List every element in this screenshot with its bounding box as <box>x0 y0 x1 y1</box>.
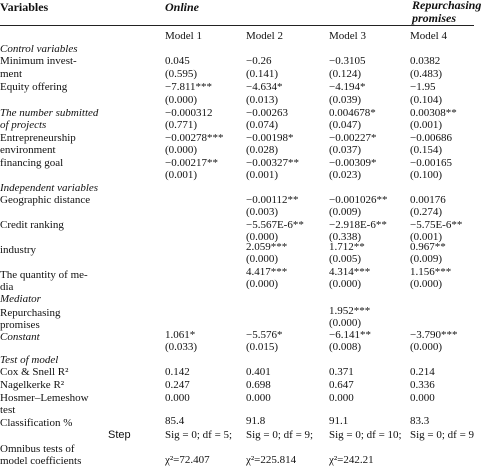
cell: −0.00309* <box>329 157 377 169</box>
cell: (0.595) <box>165 68 198 80</box>
cell: −0.00112** <box>246 194 299 206</box>
header-online: Online <box>165 0 200 14</box>
label-equity: Equity offering <box>0 81 68 93</box>
label-media-1: The quantity of me- <box>0 269 88 281</box>
label-financing: financing goal <box>0 157 64 169</box>
cell: 1.156*** <box>410 266 452 278</box>
cell: 0.142 <box>165 366 190 378</box>
cell: −0.00686 <box>410 132 452 144</box>
cell: 0.247 <box>165 379 190 391</box>
cell: 0.00176 <box>410 194 446 206</box>
cell: (0.000) <box>165 144 198 156</box>
cell: −0.000312 <box>165 107 213 119</box>
label-media-2: dia <box>0 281 14 293</box>
label-credit: Credit ranking <box>0 219 64 231</box>
cell: χ²=72.407 <box>165 454 210 466</box>
cell: −4.634* <box>246 81 283 93</box>
label-projects-1: The number submitted <box>0 107 99 119</box>
cell: 0.000 <box>410 392 435 404</box>
model-2-header: Model 2 <box>246 30 283 42</box>
cell: (0.008) <box>329 341 362 353</box>
cell: −0.00263 <box>246 107 288 119</box>
cell: −0.00278*** <box>165 132 224 144</box>
cell: (0.000) <box>329 317 362 329</box>
cell: −4.194* <box>329 81 366 93</box>
label-projects-2: of projects <box>0 119 47 131</box>
cell: 91.8 <box>246 415 266 427</box>
cell: (0.141) <box>246 68 279 80</box>
cell: (0.023) <box>329 169 362 181</box>
label-entre-1: Entrepreneurship <box>0 132 76 144</box>
label-constant: Constant <box>0 331 40 343</box>
cell: (0.005) <box>329 253 362 265</box>
cell: −0.00327** <box>246 157 299 169</box>
cell: 0.214 <box>410 366 435 378</box>
cell: 4.314*** <box>329 266 371 278</box>
cell: (0.338) <box>329 231 362 243</box>
cell: 0.000 <box>165 392 190 404</box>
cell: −5.576* <box>246 329 283 341</box>
cell: −5.75E-6** <box>410 219 463 231</box>
label-min-invest-2: ment <box>0 68 22 80</box>
cell: (0.000) <box>329 278 362 290</box>
cell: 91.1 <box>329 415 349 427</box>
header-rule <box>0 25 474 26</box>
cell: 4.417*** <box>246 266 288 278</box>
cell: −5.567E-6** <box>246 219 304 231</box>
cell: 0.336 <box>410 379 435 391</box>
model-4-header: Model 4 <box>410 30 447 42</box>
cell: (0.001) <box>246 169 279 181</box>
cell: Sig = 0; df = 10; <box>329 429 402 441</box>
cell: −7.811*** <box>165 81 213 93</box>
cell: Sig = 0; df = 9 <box>410 429 475 441</box>
cell: −3.790*** <box>410 329 458 341</box>
cell: (0.009) <box>410 253 443 265</box>
cell: (0.000) <box>165 94 198 106</box>
cell: (0.001) <box>410 231 443 243</box>
cell: 0.0382 <box>410 55 441 67</box>
label-min-invest-1: Minimum invest- <box>0 55 77 67</box>
model-1-header: Model 1 <box>165 30 202 42</box>
cell: −0.00198* <box>246 132 294 144</box>
label-entre-2: environment <box>0 144 56 156</box>
label-industry: industry <box>0 244 37 256</box>
cell: Sig = 0; df = 9; <box>246 429 314 441</box>
label-coxsnell: Cox & Snell R² <box>0 366 69 378</box>
cell: (0.104) <box>410 94 443 106</box>
cell: 0.698 <box>246 379 271 391</box>
cell: 0.371 <box>329 366 354 378</box>
cell: (0.000) <box>410 341 443 353</box>
header-repurchasing-2: promises <box>412 11 457 25</box>
cell: 1.952*** <box>329 305 371 317</box>
section-mediator: Mediator <box>0 293 41 305</box>
label-repurch-2: promises <box>0 319 40 331</box>
cell: (0.124) <box>329 68 362 80</box>
cell: (0.000) <box>246 231 279 243</box>
section-control: Control variables <box>0 43 78 55</box>
cell: 83.3 <box>410 415 430 427</box>
cell: (0.015) <box>246 341 279 353</box>
label-classification: Classification % <box>0 417 73 429</box>
label-hosmer-1: Hosmer–Lemeshow <box>0 392 89 404</box>
cell: 0.647 <box>329 379 354 391</box>
section-test: Test of model <box>0 354 59 366</box>
cell: (0.009) <box>329 206 362 218</box>
cell: (0.074) <box>246 119 279 131</box>
header-variables: Variables <box>0 0 49 14</box>
cell: −0.00227* <box>329 132 377 144</box>
cell: −0.00165 <box>410 157 452 169</box>
model-3-header: Model 3 <box>329 30 366 42</box>
cell: (0.013) <box>246 94 279 106</box>
cell: (0.037) <box>329 144 362 156</box>
cell: (0.001) <box>165 169 198 181</box>
cell: −0.00217** <box>165 157 218 169</box>
label-nagelkerke: Nagelkerke R² <box>0 379 65 391</box>
cell: (0.000) <box>410 278 443 290</box>
cell: (0.000) <box>246 278 279 290</box>
cell: −6.141** <box>329 329 371 341</box>
cell: (0.003) <box>246 206 279 218</box>
cell: 85.4 <box>165 415 185 427</box>
cell: 0.045 <box>165 55 190 67</box>
cell: (0.274) <box>410 206 443 218</box>
label-step: Step <box>108 429 131 441</box>
cell: −1.95 <box>410 81 436 93</box>
cell: −0.26 <box>246 55 272 67</box>
section-independent: Independent variables <box>0 182 99 194</box>
cell: 0.401 <box>246 366 271 378</box>
cell: 0.967** <box>410 241 446 253</box>
cell: −0.3105 <box>329 55 366 67</box>
cell: (0.100) <box>410 169 443 181</box>
cell: (0.028) <box>246 144 279 156</box>
cell: 0.00308** <box>410 107 457 119</box>
label-geo: Geographic distance <box>0 194 91 206</box>
cell: (0.033) <box>165 341 198 353</box>
label-omnibus-1: Omnibus tests of <box>0 443 75 455</box>
cell: 2.059*** <box>246 241 288 253</box>
label-hosmer-2: test <box>0 404 16 416</box>
cell: (0.771) <box>165 119 198 131</box>
cell: χ²=242.21 <box>329 454 374 466</box>
label-omnibus-2: model coefficients <box>0 455 82 467</box>
cell: (0.039) <box>329 94 362 106</box>
cell: (0.483) <box>410 68 443 80</box>
label-repurch-1: Repurchasing <box>0 307 61 319</box>
cell: 0.000 <box>246 392 271 404</box>
cell: 1.712** <box>329 241 365 253</box>
cell: 1.061* <box>165 329 196 341</box>
cell: Sig = 0; df = 5; <box>165 429 233 441</box>
cell: 0.004678* <box>329 107 376 119</box>
cell: −0.001026** <box>329 194 388 206</box>
header-repurchasing-1: Repurchasing <box>412 0 481 12</box>
cell: −2.918E-6** <box>329 219 387 231</box>
cell: (0.000) <box>246 253 279 265</box>
cell: χ²=225.814 <box>246 454 297 466</box>
cell: (0.154) <box>410 144 443 156</box>
cell: (0.047) <box>329 119 362 131</box>
cell: 0.000 <box>329 392 354 404</box>
cell: (0.001) <box>410 119 443 131</box>
